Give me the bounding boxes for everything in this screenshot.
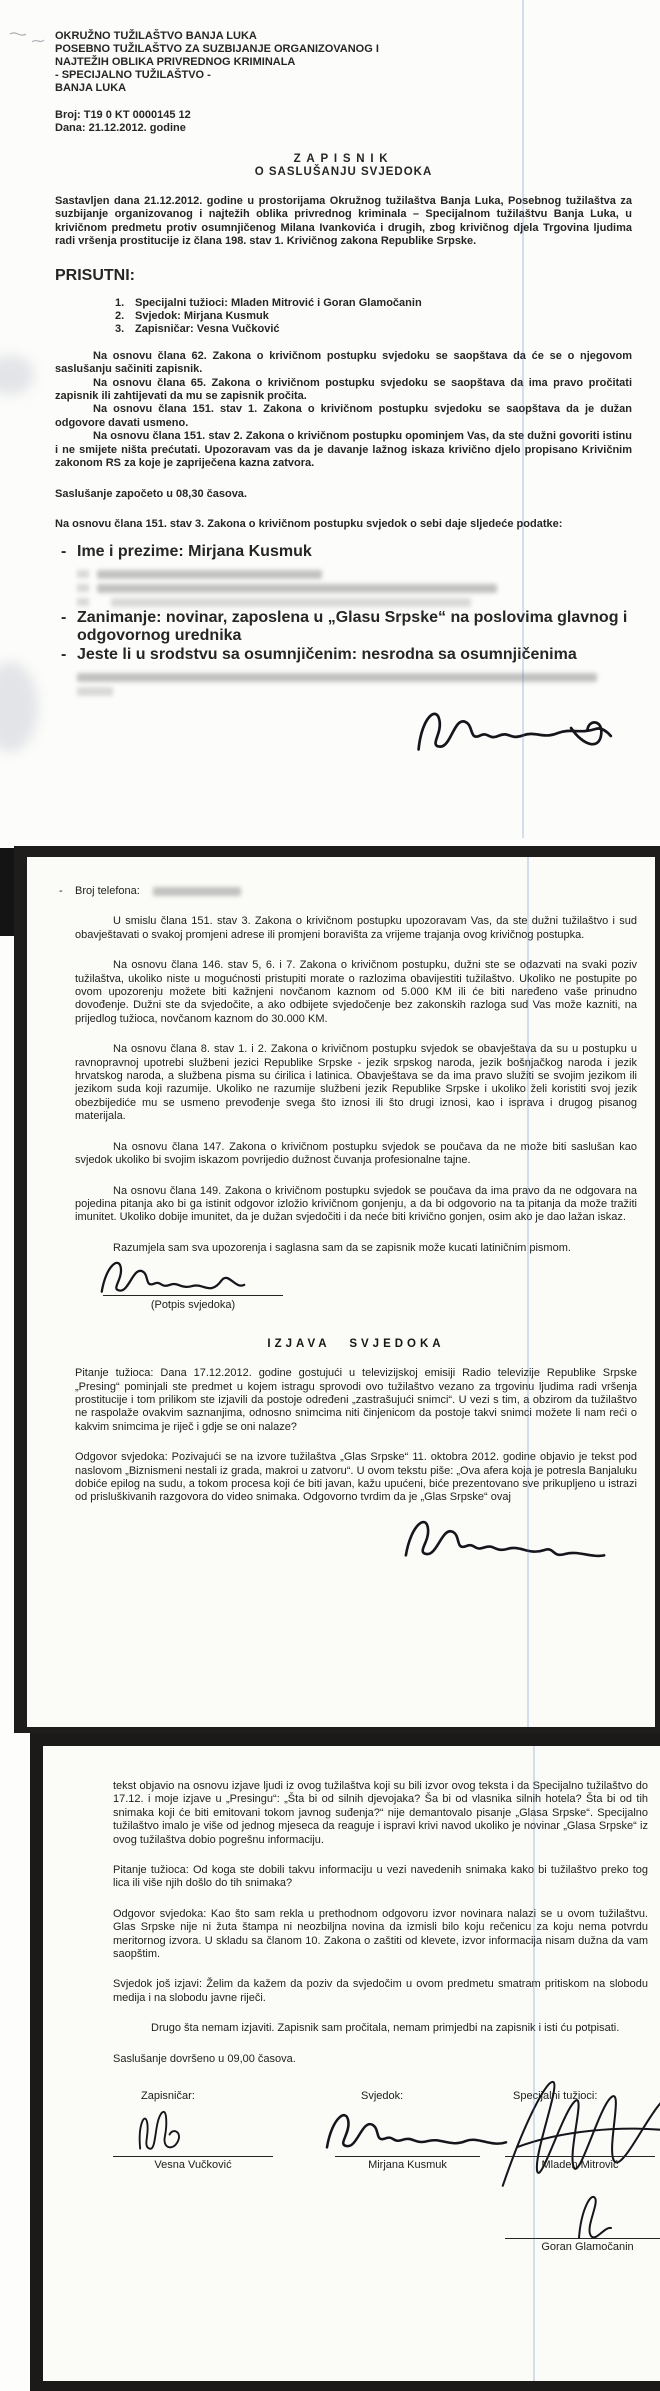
witness-signature-page2: [75, 1505, 637, 1569]
letterhead-line: BANJA LUKA: [55, 82, 127, 94]
list-number: 2.: [115, 310, 125, 323]
date-line: Dana: 21.12.2012. godine: [55, 122, 186, 134]
page-1: [0, 0, 660, 840]
list-item: [115, 297, 632, 310]
legal-paragraph: Na osnovu člana 151. stav 2. Zakona o krivičnom postupku opominjem Vas, da ste dužni govoriti istinu i ne smijete ništa prećutati. Upozoravam vas da je davanje lažnog iskaza krivično djelo propisano Krivičnim zakonom RS za koje je zapriječena kazna zatvora.: [55, 430, 632, 470]
prosecutor2-signature: [541, 2186, 641, 2246]
question-paragraph: Pitanje tužioca: Dana 17.12.2012. godine gostujući u televizijskoj emisiji Radio televizije Republike Srpske „Presing“ pominjali ste predmet u kojem istragu sprovodi ovo tužilaštvo vezano za trgovinu ljudima radi vršenja prostitucije i tom prilikom ste izjavili da postoje određeni „zastrašujući snimci“. U vezi s tim, a obzirom da tužilaštvo ne raspolaže ovakvim saznanjima, odnosno snimcima niti činjenicom da postoje takvi snimci možete li nam reći o kakvim snimcima je riječ i gdje se oni nalaze?: [75, 1367, 637, 1433]
legal-paragraph: U smislu člana 151. stav 3. Zakona o krivičnom postupku upozoravam Vas, da ste dužni tužilaštvo i sud obavještavati o svakoj promjeni adrese ili promjeni boravišta za vrijeme trajanja ovog krivičnog postupka.: [75, 915, 637, 941]
redacted-line: [77, 682, 632, 692]
prosecutors-label: Specijalni tužioci:: [513, 2090, 598, 2103]
consent-paragraph: Razumjela sam sva upozorenja i saglasna sam da se zapisnik može kucati latiničnim pismom.: [113, 1241, 571, 1254]
list-number: 3.: [115, 323, 125, 336]
document-title: [55, 153, 632, 178]
answer-paragraph: Odgovor svjedoka: Kao što sam rekla u prethodnom odgovoru izvor novinara nalazi se u ovom tužilaštvu. Glas Srpske nije ni žuta štampa ni neozbiljna novina da izmisli bilo koju rečenicu za koju nema potvrdu meritornog izvora. U skladu sa članom 10. Zakona o zaštiti od klevete, izvor informacija nisam dužna da vam saopštim.: [113, 1907, 648, 1961]
page-2: [14, 846, 660, 1733]
scan-fold-line: [522, 0, 524, 838]
letterhead-line: - SPECIJALNO TUŽILAŠTVO -: [55, 69, 211, 81]
legal-paragraph: Na osnovu člana 62. Zakona o krivičnom postupku svjedoku se saopštava da će se o njegovom saslušanju sačiniti zapisnik.: [55, 349, 632, 376]
personal-data-intro: Na osnovu člana 151. stav 3. Zakona o krivičnom postupku svjedok o sebi daje sljedeće podatke:: [55, 517, 563, 530]
witness-signature-block: [103, 1295, 283, 1312]
present-label: PRISUTNI:: [55, 266, 135, 284]
letterhead-line: NAJTEŽIH OBLIKA PRIVREDNOG KRIMINALA: [55, 56, 296, 68]
clerk-name: Vesna Vučković: [113, 2156, 273, 2171]
letterhead-line: POSEBNO TUŽILAŠTVO ZA SUZBIJANJE ORGANIZOVANOG I: [55, 43, 379, 55]
clerk-signature: [127, 2104, 205, 2158]
redacted-line: [77, 668, 632, 678]
case-number: Broj: T19 0 KT 0000145 12: [55, 109, 191, 121]
prosecutor2-name: Goran Glamočanin: [505, 2238, 660, 2253]
signature-caption: (Potpis svjedoka): [150, 1299, 236, 1312]
closing-paragraph: Drugo šta nemam izjaviti. Zapisnik sam pročitala, nemam primjedbi na zapisnik i isti ću potpisati.: [151, 2022, 620, 2035]
extra-statement-paragraph: Svjedok još izjavi: Želim da kažem da poziv da svjedočim u ovom predmetu smatram pritiskom na slobodu medija i na slobodu javne riječi.: [113, 1978, 648, 2004]
statement-title: IZJAVA SVJEDOKA: [267, 1338, 445, 1351]
title-line-2: O SASLUŠANJU SVJEDOKA: [254, 166, 433, 178]
scan-smudge: [0, 662, 38, 752]
letterhead-line: OKRUŽNO TUŽILAŠTVO BANJA LUKA: [55, 30, 257, 42]
legal-paragraph: Na osnovu člana 149. Zakona o krivičnom postupku svjedok se poučava da ima pravo da ne odgovara na pojedina pitanja ako bi ga istinit odgovor izložio krivičnom gonjenju, a da bi odgovorio na ta pitanja da može tražiti imunitet. Ukoliko dobije imunitet, da je dužan svjedočiti i da neće biti krivično gonjen, osim ako je dao lažan iskaz.: [75, 1184, 637, 1224]
personal-data-list: [55, 543, 632, 692]
scan-smudge: [0, 355, 34, 395]
personal-item-name: - Ime i prezime: Mirjana Kusmuk: [77, 543, 632, 561]
page-3: [30, 1733, 660, 2391]
present-clerk: Zapisničar: Vesna Vučković: [135, 323, 280, 336]
witness-signature: [97, 1251, 267, 1303]
pencil-mark: [6, 28, 46, 50]
end-time: Saslušanje dovršeno u 09,00 časova.: [113, 2052, 296, 2065]
prosecutor1-signature: [485, 2068, 660, 2200]
phone-label: Broj telefona:: [75, 885, 140, 897]
present-list: [55, 297, 632, 337]
witness-signature-page1: [55, 695, 632, 759]
legal-paragraph: Na osnovu člana 65. Zakona o krivičnom postupku svjedoku se saopštava da ima pravo pročitati zapisnik ili zahtijevati da mu se zapisnik pročita.: [55, 376, 632, 403]
question-paragraph: Pitanje tužioca: Od koga ste dobili takvu informaciju u vezi navedenih snimaka kako bi tužilaštvo preko tog lica ili više njih došlo do tih snimaka?: [113, 1864, 648, 1890]
present-prosecutors: Specijalni tužioci: Mladen Mitrović i Goran Glamočanin: [135, 296, 422, 309]
continuation-paragraph: tekst objavio na osnovu izjave ljudi iz ovog tužilaštva koji su bili izvor ovog teksta i da Specijalno tužilaštvo do 17.12. i moje izjave u „Presingu“: „Šta bi od silnih djevojaka? Ša bi od vlasnika silnih hotela? Šta bi od tih snimaka koji će biti emitovani tokom javnog suđenja?“ nije demantovalo pisanje „Glasa Srpske“. Specijalno tužilaštvo imalo je više od jednog mjeseca da reaguje i ispravi krivi navod ukoliko je novinar „Glasa Srpske“ iz ovog tužilaštva dobio pogrešnu informaciju.: [113, 1780, 648, 1846]
personal-item-relation: - Jeste li u srodstvu sa osumnjičenim: nesrodna sa osumnjičenima: [77, 646, 632, 664]
list-item: [115, 323, 632, 336]
legal-paragraph: Na osnovu člana 146. stav 5, 6. i 7. Zakona o krivičnom postupku, dužni ste se odazvati na svaki poziv tužilaštva, ukoliko niste u mogućnosti pristupiti morate o razlozima obavijestiti tužilaštvo. Ukoliko ne postupite po ovom upozorenju možete biti kažnjeni novčanom kaznom od 5.000 KM ili će biti naređeno vaše prinudno dovođenje. Dužni ste da svjedočite, a ako odbijete svjedočenje bez zakonskih razloga sud Vas može kazniti, na prijedlog tužioca, novčanom kaznom do 30.000 KM.: [75, 959, 637, 1025]
witness-label: Svjedok:: [361, 2090, 404, 2103]
legal-paragraph: Na osnovu člana 147. Zakona o krivičnom postupku svjedok se poučava da ne može biti saslušan kao svjedok ukoliko bi svojim iskazom povrijedio dužnost čuvanja profesionalne tajne.: [75, 1140, 637, 1167]
list-number: 1.: [115, 296, 125, 309]
present-witness: Svjedok: Mirjana Kusmuk: [135, 310, 269, 323]
scan-fold-line: [533, 1746, 535, 2381]
personal-item-occupation: - Zanimanje: novinar, zaposlena u „Glasu Srpske“ na poslovima glavnog i odgovornog urednika: [77, 609, 632, 645]
scan-fold-line: [527, 857, 529, 1727]
intro-paragraph: Sastavljen dana 21.12.2012. godine u prostorijama Okružnog tužilaštva Banja Luka, Posebnog tužilaštva za suzbijanje organizovanog i najtežih oblika privrednog kriminala – Specijalnom tužilaštvu Banja Luka, u krivičnom predmetu protiv osumnjičenog Milana Ivankovića i drugih, zbog krivičnog djela Trgovina ljudima radi vršenja prostitucije iz člana 198. stav 1. Krivičnog zakona Republike Srpske.: [55, 195, 632, 248]
title-line-1: ZAPISNIK: [293, 153, 394, 165]
legal-paragraph: Na osnovu člana 151. stav 1. Zakona o krivičnom postupku svjedoku se saopštava da je dužan odgovore davati usmeno.: [55, 403, 632, 429]
signature-area: [113, 2090, 648, 2340]
redacted-phone-number: [153, 887, 241, 896]
redacted-line: [77, 565, 632, 575]
witness-name: Mirjana Kusmuk: [335, 2156, 480, 2171]
redacted-line: [77, 579, 632, 589]
letterhead: [55, 30, 632, 95]
witness-name: Mirjana Kusmuk: [183, 310, 269, 323]
legal-paragraph: Na osnovu člana 8. stav 1. i 2. Zakona o krivičnom postupku svjedok se obavještava da su u postupku u ravnopravnoj upotrebi službeni jezici Republike Srpske - jezik srpskog naroda, jezik bošnjačkog naroda i jezik hrvatskog naroda, a službena pisma su ćirilica i latinica. Obavještava se da ima pravo služiti se svojim jezikom ili jezikom suda koji razumije. Ukoliko ne razumije službeni jezik Republike Srpske i ukoliko želi koristiti svoj jezik obezbijediće mu se usmeno prevođenje svega što iznosi ili što drugi iznosi, kao i isprava i drugog pisanog materijala.: [75, 1043, 637, 1123]
case-reference: [55, 109, 632, 135]
phone-row: [75, 885, 637, 898]
redacted-line: [77, 593, 632, 603]
clerk-label: Zapisničar:: [141, 2090, 195, 2103]
start-time: Saslušanje započeto u 08,30 časova.: [55, 487, 247, 500]
answer-paragraph: Odgovor svjedoka: Pozivajući se na izvore tužilaštva „Glas Srpske“ 11. oktobra 2012. godine objavio je tekst pod naslovom „Biznismeni nestali iz grada, makroi u zatvoru“. U ovom tekstu piše: „Ova afera koja je potresla Banjaluku dobiće epilog na sudu, a tokom procesa koji će biti javan, kažu upućeni, biće prezentovano sve prikupljeno u istrazi od prisluškivanih razgovora do video snimaka. Odgovorno tvrdim da je „Glas Srpske“ ovaj: [75, 1451, 637, 1504]
list-item: [115, 310, 632, 323]
prosecutor1-name: Mladen Mitrović: [505, 2156, 655, 2171]
